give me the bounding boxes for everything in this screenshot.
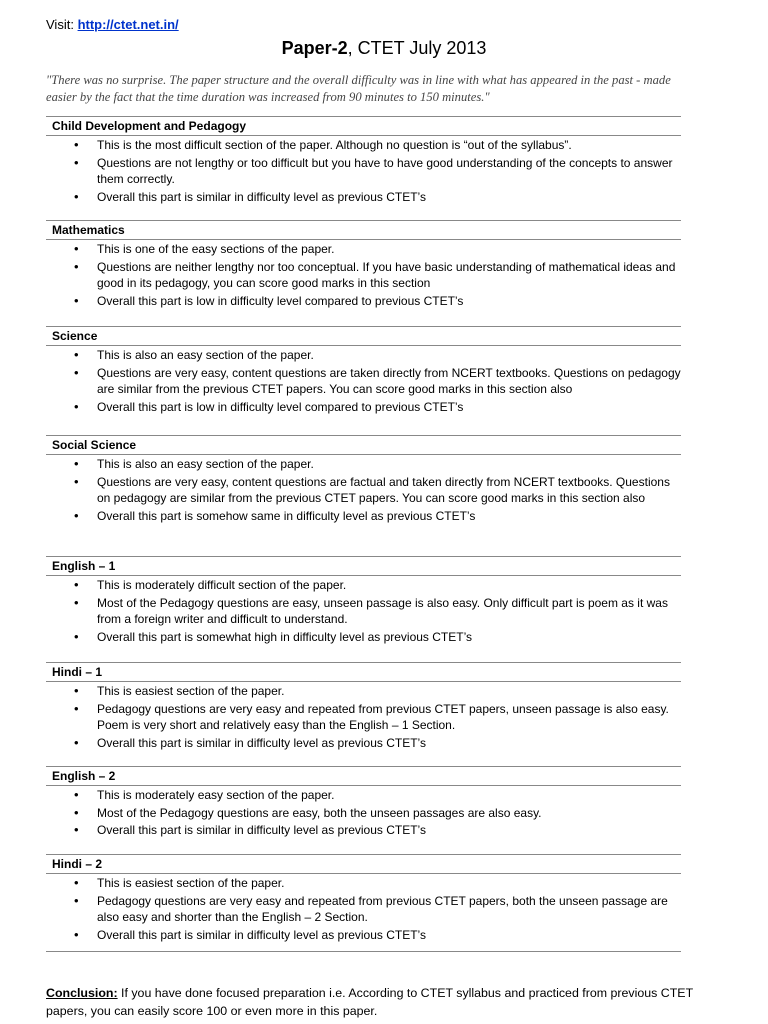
list-item: • Questions are neither lengthy nor too conceptual. If you have basic understanding of mathematical ideas and good in its pedagogy, you can score good marks in this section <box>46 259 681 292</box>
list-item: • Most of the Pedagogy questions are easy, both the unseen passages are also easy. <box>46 805 681 822</box>
section-heading: Hindi – 2 <box>46 854 681 874</box>
list-item: • Questions are very easy, content questions are factual and taken directly from NCERT textbooks. Questions on pedagogy are similar from the previous CTET papers. You can score good marks in this section also <box>46 474 681 507</box>
section-divider <box>46 951 681 952</box>
section-hindi-2 <box>46 854 681 952</box>
section-heading: Science <box>46 326 681 346</box>
bullet-list <box>46 347 681 416</box>
list-item: • This is also an easy section of the paper. <box>46 456 681 473</box>
list-item: • Overall this part is similar in difficulty level as previous CTET’s <box>46 822 681 839</box>
list-item: • This is the most difficult section of the paper. Although no question is “out of the syllabus”. <box>46 137 681 154</box>
section-heading: Hindi – 1 <box>46 662 681 682</box>
section-social-science <box>46 435 681 525</box>
list-item: • This is easiest section of the paper. <box>46 875 681 892</box>
section-hindi-1 <box>46 662 681 752</box>
visit-link[interactable]: http://ctet.net.in/ <box>77 17 179 32</box>
conclusion-label: Conclusion: <box>46 986 118 1000</box>
intro-quote: "There was no surprise. The paper structure and the overall difficulty was in line with what has appeared in the past - made easier by the fact that the time duration was increased from 90 minutes to 150 minutes." <box>46 73 671 104</box>
list-item: • Overall this part is similar in difficulty level as previous CTET’s <box>46 927 681 944</box>
list-item: • Pedagogy questions are very easy and repeated from previous CTET papers, both the unseen passage are also easy and shorter than the English – 2 Section. <box>46 893 681 926</box>
section-mathematics <box>46 220 681 310</box>
page-title <box>0 38 768 59</box>
section-heading: Child Development and Pedagogy <box>46 116 681 136</box>
title-bold: Paper-2 <box>281 38 348 58</box>
section-science <box>46 326 681 416</box>
bullet-list <box>46 137 681 206</box>
list-item: • Questions are very easy, content questions are taken directly from NCERT textbooks. Questions on pedagogy are similar from the previous CTET papers. You can score good marks in this section also <box>46 365 681 398</box>
list-item: • This is easiest section of the paper. <box>46 683 681 700</box>
bullet-list <box>46 683 681 752</box>
list-item: • Most of the Pedagogy questions are easy, unseen passage is also easy. Only difficult part is poem as it was from a foreign writer and difficult to understand. <box>46 595 681 628</box>
section-heading: Mathematics <box>46 220 681 240</box>
list-item: • This is one of the easy sections of the paper. <box>46 241 681 258</box>
list-item: • This is also an easy section of the paper. <box>46 347 681 364</box>
list-item: • Overall this part is similar in difficulty level as previous CTET’s <box>46 189 681 206</box>
bullet-list <box>46 456 681 525</box>
bullet-list <box>46 577 681 646</box>
list-item: • This is moderately easy section of the paper. <box>46 787 681 804</box>
conclusion <box>46 984 706 1020</box>
section-english-2 <box>46 766 681 839</box>
section-child-development <box>46 116 681 206</box>
list-item: • Overall this part is low in difficulty level compared to previous CTET’s <box>46 399 681 416</box>
visit-label: Visit: <box>46 17 74 32</box>
list-item: • Pedagogy questions are very easy and repeated from previous CTET papers, unseen passage is also easy. Poem is very short and relatively easy than the English – 1 Section. <box>46 701 681 734</box>
conclusion-text: If you have done focused preparation i.e. According to CTET syllabus and practiced from previous CTET papers, you can easily score 100 or even more in this paper. <box>46 986 693 1018</box>
list-item: • Overall this part is similar in difficulty level as previous CTET’s <box>46 735 681 752</box>
list-item: • Overall this part is low in difficulty level compared to previous CTET’s <box>46 293 681 310</box>
bullet-list <box>46 875 681 944</box>
section-heading: English – 1 <box>46 556 681 576</box>
section-english-1 <box>46 556 681 646</box>
section-heading: Social Science <box>46 435 681 455</box>
bullet-list <box>46 241 681 310</box>
visit-line <box>46 17 179 32</box>
list-item: • Overall this part is somehow same in difficulty level as previous CTET’s <box>46 508 681 525</box>
list-item: • This is moderately difficult section of the paper. <box>46 577 681 594</box>
bullet-list <box>46 787 681 839</box>
title-rest: , CTET July 2013 <box>347 38 487 58</box>
list-item: • Overall this part is somewhat high in difficulty level as previous CTET’s <box>46 629 681 646</box>
list-item: • Questions are not lengthy or too difficult but you have to have good understanding of the concepts to answer them correctly. <box>46 155 681 188</box>
section-heading: English – 2 <box>46 766 681 786</box>
